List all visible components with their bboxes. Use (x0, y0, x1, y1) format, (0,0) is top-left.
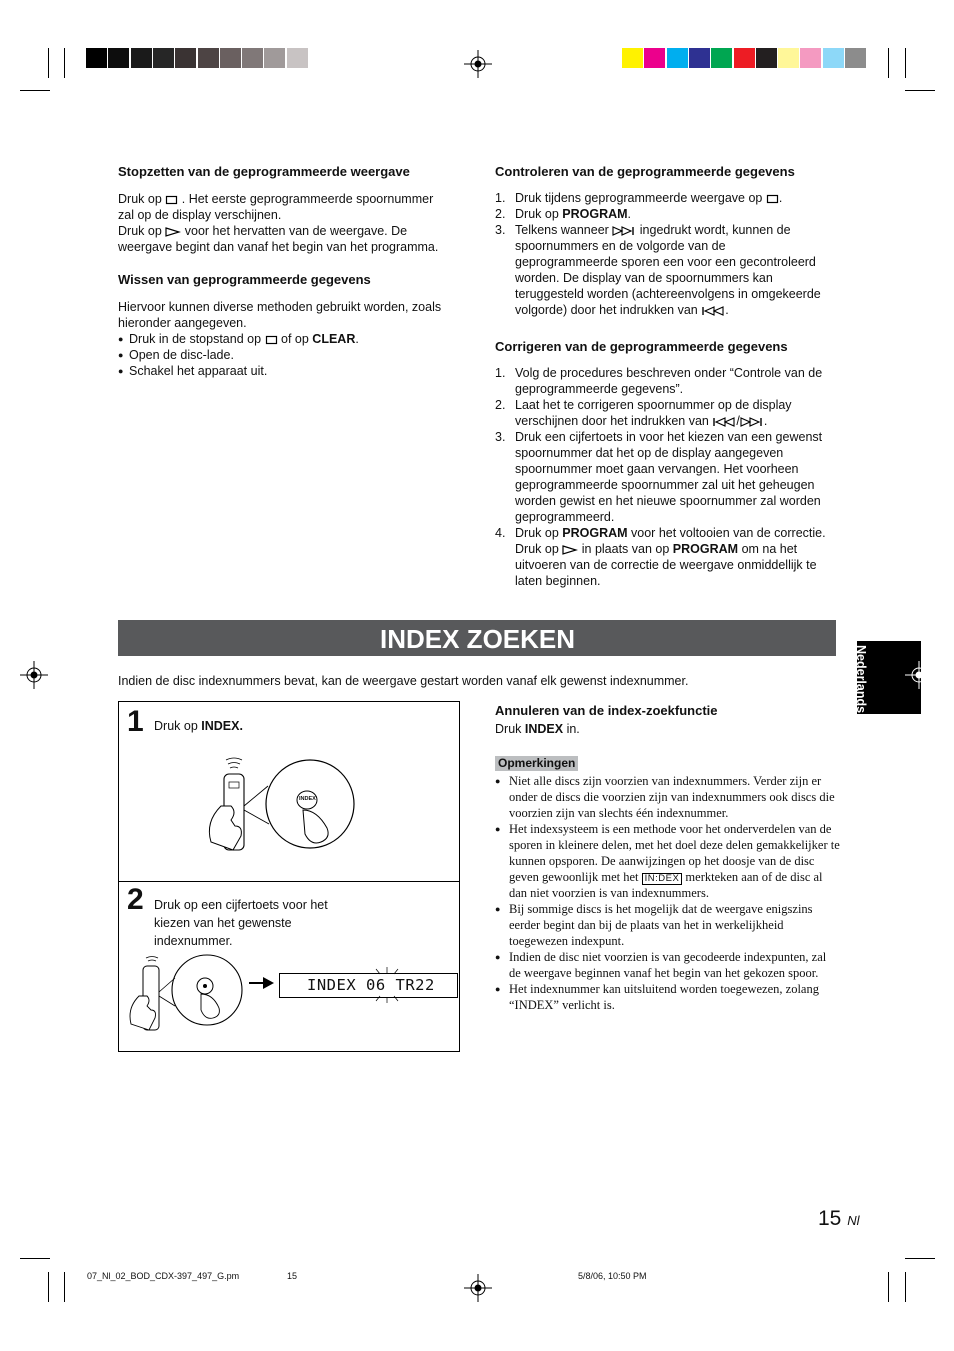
color-swatch (242, 48, 263, 68)
controleren-list (495, 190, 840, 318)
color-swatch (153, 48, 174, 68)
color-swatch (823, 48, 844, 68)
section-title-controleren: Controleren van de geprogrammeerde gegevens (495, 164, 795, 179)
color-swatch (86, 48, 107, 68)
step-1-text: Druk op INDEX. (154, 719, 243, 733)
lcd-readout: INDEX 06 TR22 (307, 976, 435, 994)
list-item: ● Niet alle discs zijn voorzien van indexnummers. Verder zijn er onder de discs die voorzien zijn van indexnummers ook discs die voorzien zijn van slechts één indexnummer. (495, 773, 840, 821)
color-swatch (175, 48, 196, 68)
color-swatch (309, 48, 330, 68)
section-title-stop: Stopzetten van de geprogrammeerde weergave (118, 164, 410, 179)
annuleren-text: Druk INDEX in. (495, 722, 580, 736)
color-swatch (667, 48, 688, 68)
color-swatch (734, 48, 755, 68)
section-title-wissen: Wissen van geprogrammeerde gegevens (118, 272, 371, 287)
banner-title: INDEX ZOEKEN (380, 624, 576, 654)
section-title-corrigeren: Corrigeren van de geprogrammeerde gegevens (495, 339, 788, 354)
index-button-label: INDEX (299, 796, 316, 802)
section-body-stop: Druk op . Het eerste geprogrammeerde spoornummer zal op de display verschijnen. Druk op voor het hervatten van de weergave. De weergave begint dan vanaf het begin van het programma. (118, 192, 439, 254)
color-swatch (131, 48, 152, 68)
footer-filename: 07_Nl_02_BOD_CDX-397_497_G.pm (87, 1271, 240, 1281)
skip-forward-icon (740, 417, 764, 427)
color-swatch (800, 48, 821, 68)
stop-icon (265, 335, 278, 345)
list-item: ● Het indexnummer kan uitsluitend worden toegewezen, zolang “INDEX” verlicht is. (495, 981, 840, 1013)
footer-page: 15 (287, 1271, 298, 1281)
intro-text: Indien de disc indexnummers bevat, kan de weergave gestart worden vanaf elk gewenst indexnummer. (118, 674, 689, 688)
list-item: ● Het indexsysteem is een methode voor het onderverdelen van de sporen in kleinere delen, met het doel deze delen gemakkelijker te kunnen opsporen. De aanwijzingen op het doosje van de disc geven gewoonlijk met het IN:DEX merkteken aan of de disc al dan niet voorzien is van indexnummers. (495, 821, 840, 901)
color-swatch (756, 48, 777, 68)
color-swatch (198, 48, 219, 68)
list-item: ● Bij sommige discs is het mogelijk dat de weergave enigszins eerder begint dan bij de plaats van het in werkelijkheid toegewezen indexpunt. (495, 901, 840, 949)
list-item: ● Druk in de stopstand op of op CLEAR. (118, 331, 463, 347)
section-title-annuleren: Annuleren van de index-zoekfunctie (495, 703, 718, 718)
right-column (495, 164, 840, 589)
remote-index-illustration (197, 754, 357, 864)
color-swatch (778, 48, 799, 68)
index-mark: IN:DEX (642, 873, 683, 885)
list-item: ● Schakel het apparaat uit. (118, 363, 463, 379)
list-item: 3. Telkens wanneer ingedrukt wordt, kunnen de spoornummers en de volgorde van de geprogrammeerde sporen een voor een gecontroleerd worden. De display van de spoornummers kan teruggesteld worden (achtereenvolgens in omgekeerde volgorde) door het indrukken van . (495, 223, 821, 317)
color-swatch (220, 48, 241, 68)
left-column (118, 164, 463, 379)
step-1-box (118, 701, 460, 882)
stop-icon (766, 194, 779, 204)
step-2-text: Druk op een cijfertoets voor het kiezen van het gewenste indexnummer. (154, 898, 328, 948)
color-swatch (689, 48, 710, 68)
color-swatch (264, 48, 285, 68)
color-swatch (644, 48, 665, 68)
color-swatch (845, 48, 866, 68)
remote-digit-illustration (123, 952, 253, 1042)
step-number: 1 (127, 705, 144, 738)
list-item: 1. Volg de procedures beschreven onder “Controle van de geprogrammeerde gegevens”. (495, 366, 823, 396)
notes-list (495, 773, 840, 1013)
section-banner (118, 620, 836, 656)
corrigeren-list (495, 365, 840, 589)
lcd-display (279, 973, 458, 998)
list-item: ● Indien de disc niet voorzien is van gecodeerde indexpunten, zal de weergave beginnen vanaf het begin van het gekozen spoor. (495, 949, 840, 981)
list-item: 3. Druk een cijfertoets in voor het kiezen van een gewenst spoornummer dat het op de display aangegeven spoornummer moet gaan vervangen. Het voorheen geprogrammeerde spoornummer zal uit het geheugen worden gewist en het nieuwe spoornummer zal worden geprogrammeerd. (495, 430, 823, 524)
color-swatch (108, 48, 129, 68)
step-number: 2 (127, 883, 144, 916)
registration-target-left (20, 661, 48, 689)
color-swatch (287, 48, 308, 68)
arrow-right-icon (247, 976, 275, 990)
stop-icon (165, 195, 178, 205)
notes-section (495, 754, 840, 1013)
footer-date: 5/8/06, 10:50 PM (578, 1271, 647, 1281)
blink-indicator-icon (372, 967, 402, 1003)
page-number: 15 Nl (818, 1207, 860, 1230)
section-body-wissen: Hiervoor kunnen diverse methoden gebruikt worden, zoals hieronder aangegeven. ● Druk in de stopstand op of op CLEAR. ● Open de disc-lade. ● Schakel het apparaat uit. (118, 299, 463, 379)
list-item: 2. Laat het te corrigeren spoornummer op de display verschijnen door het indrukken van / . (495, 398, 792, 428)
registration-target-bottom (464, 1274, 492, 1302)
side-tab-label: Nederlands (854, 645, 868, 714)
notes-title: Opmerkingen (495, 756, 578, 771)
annuleren-section (495, 703, 840, 737)
skip-forward-icon (612, 226, 636, 236)
skip-back-icon (701, 306, 725, 316)
skip-back-icon (712, 417, 736, 427)
registration-target-top (464, 50, 492, 78)
list-item: 2. Druk op PROGRAM. (495, 207, 632, 221)
color-swatch (711, 48, 732, 68)
play-icon (165, 227, 181, 237)
step-2-box (118, 880, 460, 1052)
play-icon (562, 545, 578, 555)
list-item: ● Open de disc-lade. (118, 347, 463, 363)
color-swatch (622, 48, 643, 68)
list-item: 1. Druk tijdens geprogrammeerde weergave op . (495, 191, 783, 205)
language-side-tab (854, 641, 921, 714)
list-item: 4. Druk op PROGRAM voor het voltooien van de correctie. Druk op in plaats van op PROGRAM om na het uitvoeren van de correctie de weergave onmiddellijk te laten beginnen. (495, 526, 826, 588)
registration-target-right (905, 661, 933, 689)
